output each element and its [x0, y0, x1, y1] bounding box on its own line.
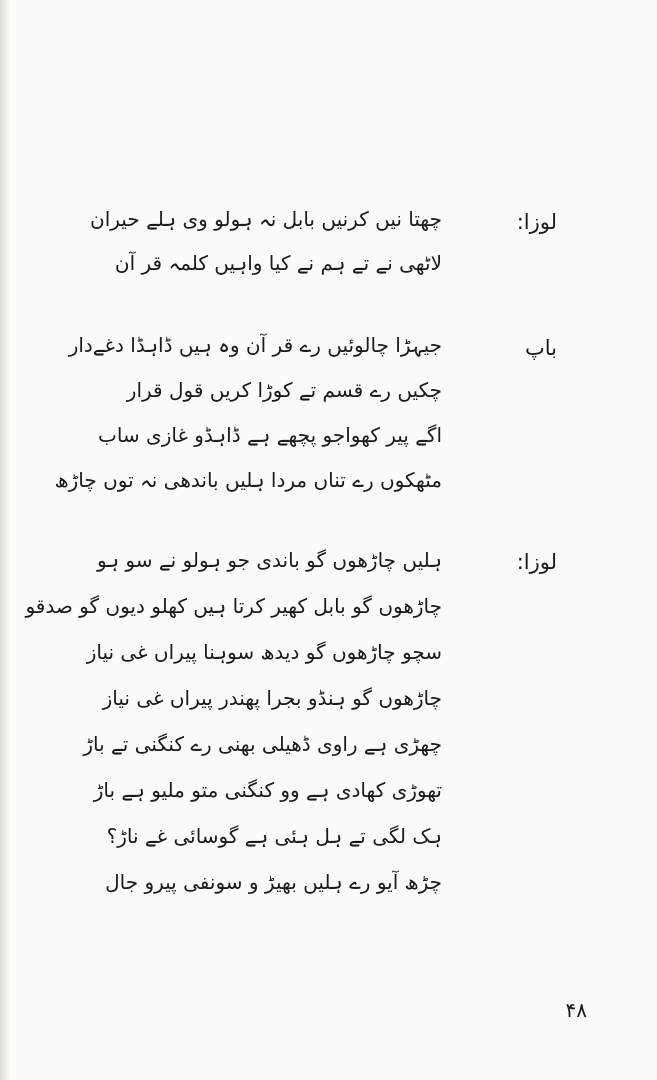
verse-line: چڑھ آیو رے ہلیں بھیڑ و سونفی پیرو جال [105, 870, 442, 894]
page-edge [0, 0, 10, 1080]
verse-line: چھڑی ہے راوی ڈھیلی بھنی رے کنگنی تے باڑ [83, 732, 442, 756]
verse-line: جیہڑا چالوئیں رے قر آن وہ ہیں ڈاہڈا دغےدار [68, 333, 442, 357]
speaker-label: باپ [524, 336, 557, 360]
verse-line: مٹھکوں رے تناں مردا ہلیں باندھی نہ توں چاڑھ [54, 468, 442, 492]
verse-lines [54, 323, 442, 503]
speaker-label: لوزا: [516, 210, 557, 234]
verse-line: چکیں رے قسم تے کوڑا کریں قول قرار [126, 378, 442, 402]
verse-line: چھتا نیں کرنیں بابل نہ ہولو وی ہلے حیران [90, 207, 442, 231]
verse-line: لاٹھی نے تے ہم نے کیا واہیں کلمہ قر آن [114, 251, 442, 275]
verse-lines [25, 537, 442, 905]
verse-line: تھوڑی کھادی ہے وو کنگنی متو ملیو ہے باڑ [93, 778, 442, 802]
verse-line: ہلیں چاڑھوں گو باندی جو ہولو نے سو ہو [97, 548, 442, 572]
verse-line: چاڑھوں گو ہنڈو بجرا پھندر پیراں غی نیاز [102, 686, 442, 710]
verse-line: سچو چاڑھوں گو دیدھ سوہنا پیراں غی نیاز [86, 640, 442, 664]
verse-line: اگے پیر کھواجو پچھے ہے ڈاہڈو غازی ساب [98, 423, 442, 447]
verse-line: چاڑھوں گو بابل کھیر کرتا ہیں کھلو دیوں گو صدقو [25, 594, 442, 618]
speaker-label: لوزا: [516, 550, 557, 574]
verse-line: ہک لگی تے ہل ہئی ہے گوسائی غے ناڑ؟ [106, 824, 442, 848]
page-number: ۴۸ [565, 998, 587, 1022]
verse-lines [90, 197, 442, 285]
